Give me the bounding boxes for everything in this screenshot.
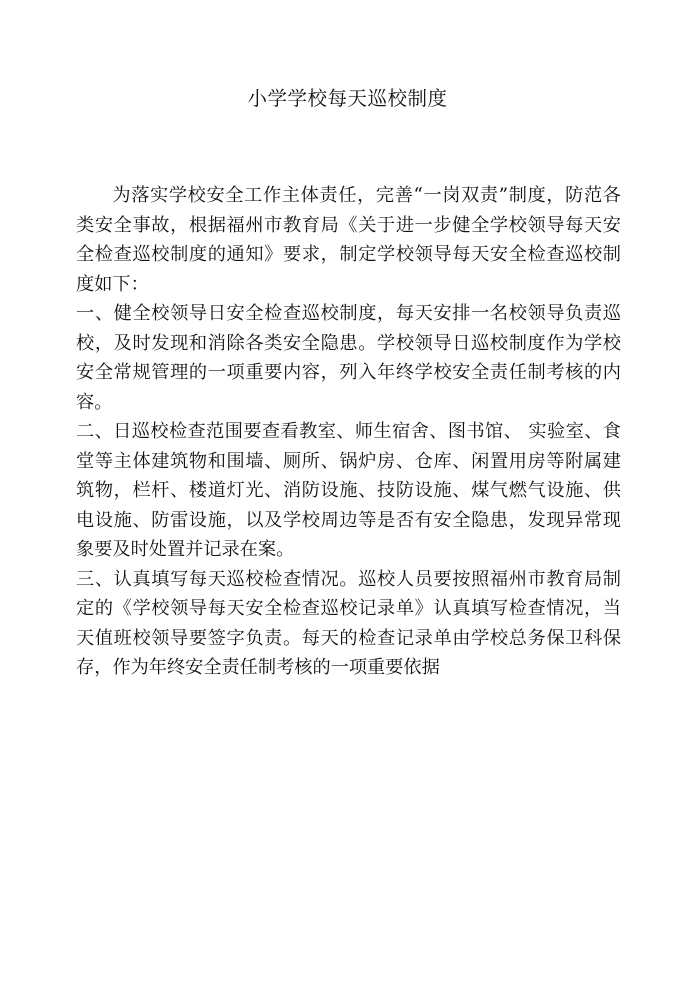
document-body [76,181,621,683]
rule-paragraph-3: 三、认真填写每天巡校检查情况。巡校人员要按照福州市教育局制定的《学校领导每天安全检查巡校记录单》认真填写检查情况，当天值班校领导要签字负责。每天的检查记录单由学校总务保卫科保存，作为年终安全责任制考核的一项重要依据 [76,568,621,678]
rule-paragraph-1: 一、健全校领导日安全检查巡校制度，每天安排一名校领导负责巡校，及时发现和消除各类安全隐患。学校领导日巡校制度作为学校安全常规管理的一项重要内容，列入年终学校安全责任制考核的内容。 [76,303,621,413]
rule-paragraph-2: 二、日巡校检查范围要查看教室、师生宿舍、图书馆、 实验室、食堂等主体建筑物和围墙、厕所、锅炉房、仓库、闲置用房等附属建筑物，栏杆、楼道灯光、消防设施、技防设施、煤气燃气设施、供电设施、防雷设施，以及学校周边等是否有安全隐患，发现异常现象要及时处置并记录在案。 [76,421,621,560]
intro-paragraph: 为落实学校安全工作主体责任，完善“一岗双责”制度，防范各类安全事故，根据福州市教育局《关于进一步健全学校领导每天安全检查巡校制度的通知》要求，制定学校领导每天安全检查巡校制度如下： [76,185,621,295]
document-title: 小学学校每天巡校制度 [247,87,448,110]
